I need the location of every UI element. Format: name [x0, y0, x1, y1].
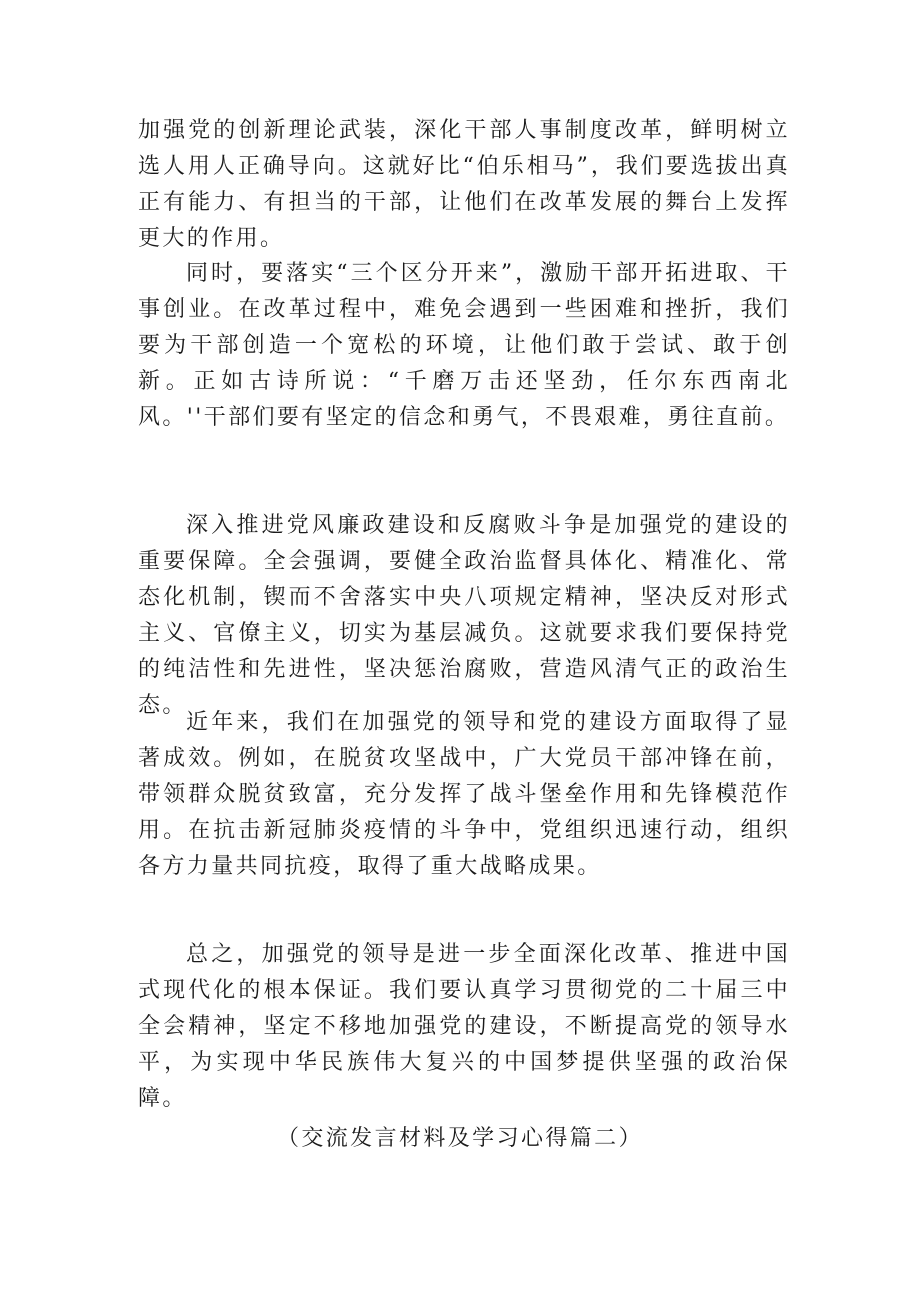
- paragraph-anti-corruption: 深入推进党风廉政建设和反腐败斗争是加强党的建设的重要保障。全会强调，要健全政治监督具体化、精准化、常态化机制，锲而不舍落实中央八项规定精神，坚决反对形式主义、官僚主义，切实为基层减负。这就要求我们要保持党的纯洁性和先进性，坚决惩治腐败，营造风清气正的政治生态。: [138, 513, 790, 718]
- paragraph-cadre-encouragement: 同时，要落实“三个区分开来”，激励干部开拓进取、干事创业。在改革过程中，难免会遇到一些困难和挫折，我们要为干部创造一个宽松的环境，让他们敢于尝试、敢于创新。正如古诗所说：“千磨万击还坚劲，任尔东西南北风。''干部们要有坚定的信念和勇气，不畏艰难，勇往直前。: [138, 261, 790, 430]
- paragraph-continuation: 加强党的创新理论武装，深化干部人事制度改革，鲜明树立选人用人正确导向。这就好比“伯乐相马”，我们要选拔出真正有能力、有担当的干部，让他们在改革发展的舞台上发挥更大的作用。: [138, 118, 790, 251]
- section-heading: （交流发言材料及学习心得篇二）: [276, 1126, 643, 1151]
- paragraph-conclusion: 总之，加强党的领导是进一步全面深化改革、推进中国式现代化的根本保证。我们要认真学习贯彻党的二十届三中全会精神，坚定不移地加强党的建设，不断提高党的领导水平，为实现中华民族伟大复兴的中国梦提供坚强的政治保障。: [138, 942, 790, 1111]
- paragraph-achievements: 近年来，我们在加强党的领导和党的建设方面取得了显著成效。例如，在脱贫攻坚战中，广大党员干部冲锋在前，带领群众脱贫致富，充分发挥了战斗堡垒作用和先锋模范作用。在抗击新冠肺炎疫情的斗争中，党组织迅速行动，组织各方力量共同抗疫，取得了重大战略成果。: [138, 710, 790, 879]
